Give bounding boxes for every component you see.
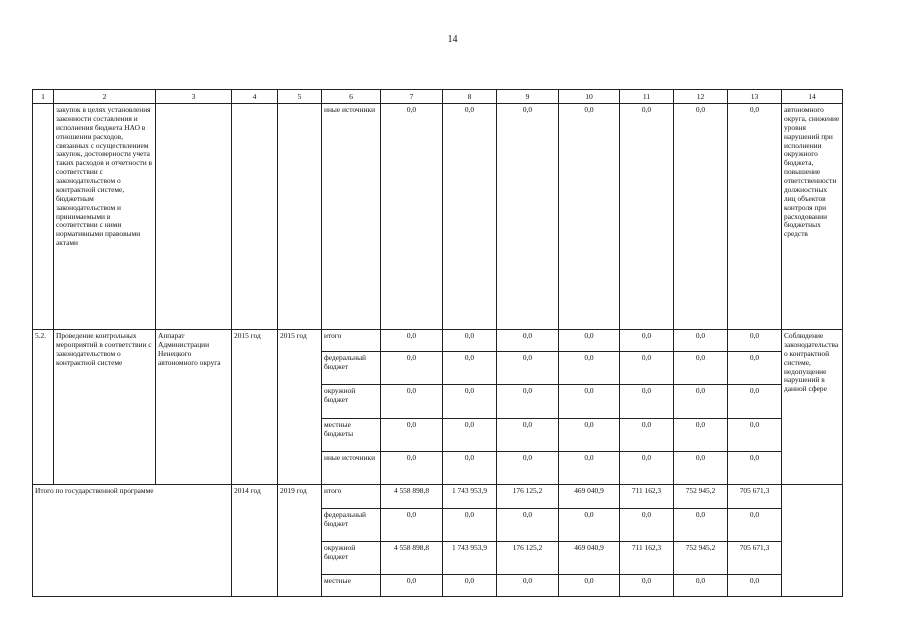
funding-source: федеральный бюджет bbox=[322, 352, 381, 385]
value-cell: 0,0 bbox=[728, 452, 782, 485]
value-cell: 711 162,3 bbox=[620, 485, 674, 509]
value-cell: 0,0 bbox=[381, 104, 443, 330]
value-cell: 469 040,9 bbox=[559, 542, 620, 575]
value-cell: 705 671,3 bbox=[728, 542, 782, 575]
value-cell: 0,0 bbox=[620, 419, 674, 452]
value-cell: 0,0 bbox=[381, 419, 443, 452]
value-cell: 0,0 bbox=[559, 575, 620, 597]
column-header: 1 bbox=[33, 90, 54, 104]
value-cell: 0,0 bbox=[620, 575, 674, 597]
value-cell: 0,0 bbox=[497, 104, 559, 330]
page-number: 14 bbox=[447, 34, 458, 45]
table-row bbox=[33, 485, 843, 509]
start-year: 2015 год bbox=[232, 330, 278, 485]
funding-source: иные источники bbox=[322, 452, 381, 485]
value-cell: 0,0 bbox=[674, 575, 728, 597]
value-cell: 0,0 bbox=[381, 509, 443, 542]
expected-result: Соблюдение законодательства о контрактной системе, недопущение нарушений в данной сфере bbox=[782, 330, 843, 485]
value-cell: 0,0 bbox=[497, 352, 559, 385]
value-cell: 0,0 bbox=[497, 330, 559, 352]
column-header: 7 bbox=[381, 90, 443, 104]
program-budget-table bbox=[32, 89, 843, 597]
value-cell: 0,0 bbox=[443, 104, 497, 330]
measure-name: Проведение контрольных мероприятий в соответствии с законодательством о контрактной системе bbox=[54, 330, 156, 485]
value-cell: 0,0 bbox=[497, 452, 559, 485]
end-year: 2019 год bbox=[278, 485, 322, 597]
funding-source: местные бюджеты bbox=[322, 419, 381, 452]
measure-name: закупок в целях установления законности составления и исполнения бюджета НАО в отношении расходов, связанных с осуществлением закупок, достоверности учета таких расходов и отчетности в соответствии с законодательством о контрактной системе, бюджетным законодательством и принимаемыми в соответствии с ними нормативными правовыми актами bbox=[54, 104, 156, 330]
expected-result: автономного округа, снижение уровня нарушений при исполнении окружного бюджета, повышение ответственности должностных лиц объектов контроля при расходовании бюджетных средств bbox=[782, 104, 843, 330]
value-cell: 1 743 953,9 bbox=[443, 485, 497, 509]
value-cell: 4 558 898,8 bbox=[381, 542, 443, 575]
column-header: 9 bbox=[497, 90, 559, 104]
end-year: 2015 год bbox=[278, 330, 322, 485]
funding-source: итого bbox=[322, 330, 381, 352]
value-cell: 0,0 bbox=[443, 575, 497, 597]
executor: Аппарат Администрации Ненецкого автономного округа bbox=[156, 330, 232, 485]
value-cell: 0,0 bbox=[620, 509, 674, 542]
value-cell: 0,0 bbox=[728, 352, 782, 385]
value-cell: 0,0 bbox=[674, 104, 728, 330]
column-header: 10 bbox=[559, 90, 620, 104]
value-cell: 0,0 bbox=[559, 104, 620, 330]
value-cell: 0,0 bbox=[620, 452, 674, 485]
value-cell: 0,0 bbox=[559, 419, 620, 452]
value-cell: 0,0 bbox=[674, 419, 728, 452]
value-cell: 0,0 bbox=[674, 330, 728, 352]
value-cell: 1 743 953,9 bbox=[443, 542, 497, 575]
value-cell: 469 040,9 bbox=[559, 485, 620, 509]
value-cell: 0,0 bbox=[559, 330, 620, 352]
column-header: 13 bbox=[728, 90, 782, 104]
value-cell: 0,0 bbox=[381, 352, 443, 385]
value-cell: 0,0 bbox=[381, 575, 443, 597]
value-cell: 0,0 bbox=[674, 452, 728, 485]
funding-source: окружной бюджет bbox=[322, 542, 381, 575]
value-cell: 0,0 bbox=[620, 385, 674, 419]
value-cell: 0,0 bbox=[728, 104, 782, 330]
value-cell: 711 162,3 bbox=[620, 542, 674, 575]
value-cell: 0,0 bbox=[674, 352, 728, 385]
value-cell: 0,0 bbox=[674, 385, 728, 419]
funding-source: местные bbox=[322, 575, 381, 597]
value-cell: 0,0 bbox=[443, 385, 497, 419]
funding-source: федеральный бюджет bbox=[322, 509, 381, 542]
value-cell: 0,0 bbox=[620, 330, 674, 352]
value-cell: 0,0 bbox=[497, 509, 559, 542]
value-cell: 0,0 bbox=[443, 509, 497, 542]
value-cell: 0,0 bbox=[728, 575, 782, 597]
value-cell: 0,0 bbox=[728, 509, 782, 542]
column-header: 11 bbox=[620, 90, 674, 104]
value-cell: 0,0 bbox=[728, 330, 782, 352]
funding-source: итого bbox=[322, 485, 381, 509]
start-year: 2014 год bbox=[232, 485, 278, 597]
funding-source: окружной бюджет bbox=[322, 385, 381, 419]
value-cell: 0,0 bbox=[497, 385, 559, 419]
value-cell: 0,0 bbox=[559, 452, 620, 485]
value-cell: 0,0 bbox=[728, 419, 782, 452]
value-cell: 0,0 bbox=[381, 452, 443, 485]
column-header: 2 bbox=[54, 90, 156, 104]
value-cell: 0,0 bbox=[620, 104, 674, 330]
value-cell: 0,0 bbox=[443, 419, 497, 452]
value-cell: 0,0 bbox=[559, 352, 620, 385]
column-header: 5 bbox=[278, 90, 322, 104]
column-header: 6 bbox=[322, 90, 381, 104]
column-header: 4 bbox=[232, 90, 278, 104]
funding-source: иные источники bbox=[322, 104, 381, 330]
value-cell: 752 945,2 bbox=[674, 485, 728, 509]
value-cell: 0,0 bbox=[497, 419, 559, 452]
column-header: 3 bbox=[156, 90, 232, 104]
column-header: 12 bbox=[674, 90, 728, 104]
column-header: 8 bbox=[443, 90, 497, 104]
value-cell: 4 558 898,8 bbox=[381, 485, 443, 509]
value-cell: 0,0 bbox=[728, 385, 782, 419]
expected-result bbox=[782, 485, 843, 597]
value-cell: 0,0 bbox=[443, 352, 497, 385]
value-cell: 0,0 bbox=[443, 330, 497, 352]
column-header: 14 bbox=[782, 90, 843, 104]
value-cell: 705 671,3 bbox=[728, 485, 782, 509]
value-cell: 0,0 bbox=[559, 385, 620, 419]
value-cell: 0,0 bbox=[674, 509, 728, 542]
table-row bbox=[33, 104, 843, 330]
value-cell: 176 125,2 bbox=[497, 485, 559, 509]
value-cell: 176 125,2 bbox=[497, 542, 559, 575]
value-cell: 0,0 bbox=[381, 330, 443, 352]
value-cell: 0,0 bbox=[381, 385, 443, 419]
column-number-row bbox=[33, 90, 843, 104]
value-cell: 0,0 bbox=[443, 452, 497, 485]
value-cell: 752 945,2 bbox=[674, 542, 728, 575]
table-row bbox=[33, 330, 843, 352]
value-cell: 0,0 bbox=[559, 509, 620, 542]
total-label: Итого по государственной программе bbox=[33, 485, 232, 597]
value-cell: 0,0 bbox=[620, 352, 674, 385]
value-cell: 0,0 bbox=[497, 575, 559, 597]
item-number: 5.2. bbox=[33, 330, 54, 485]
